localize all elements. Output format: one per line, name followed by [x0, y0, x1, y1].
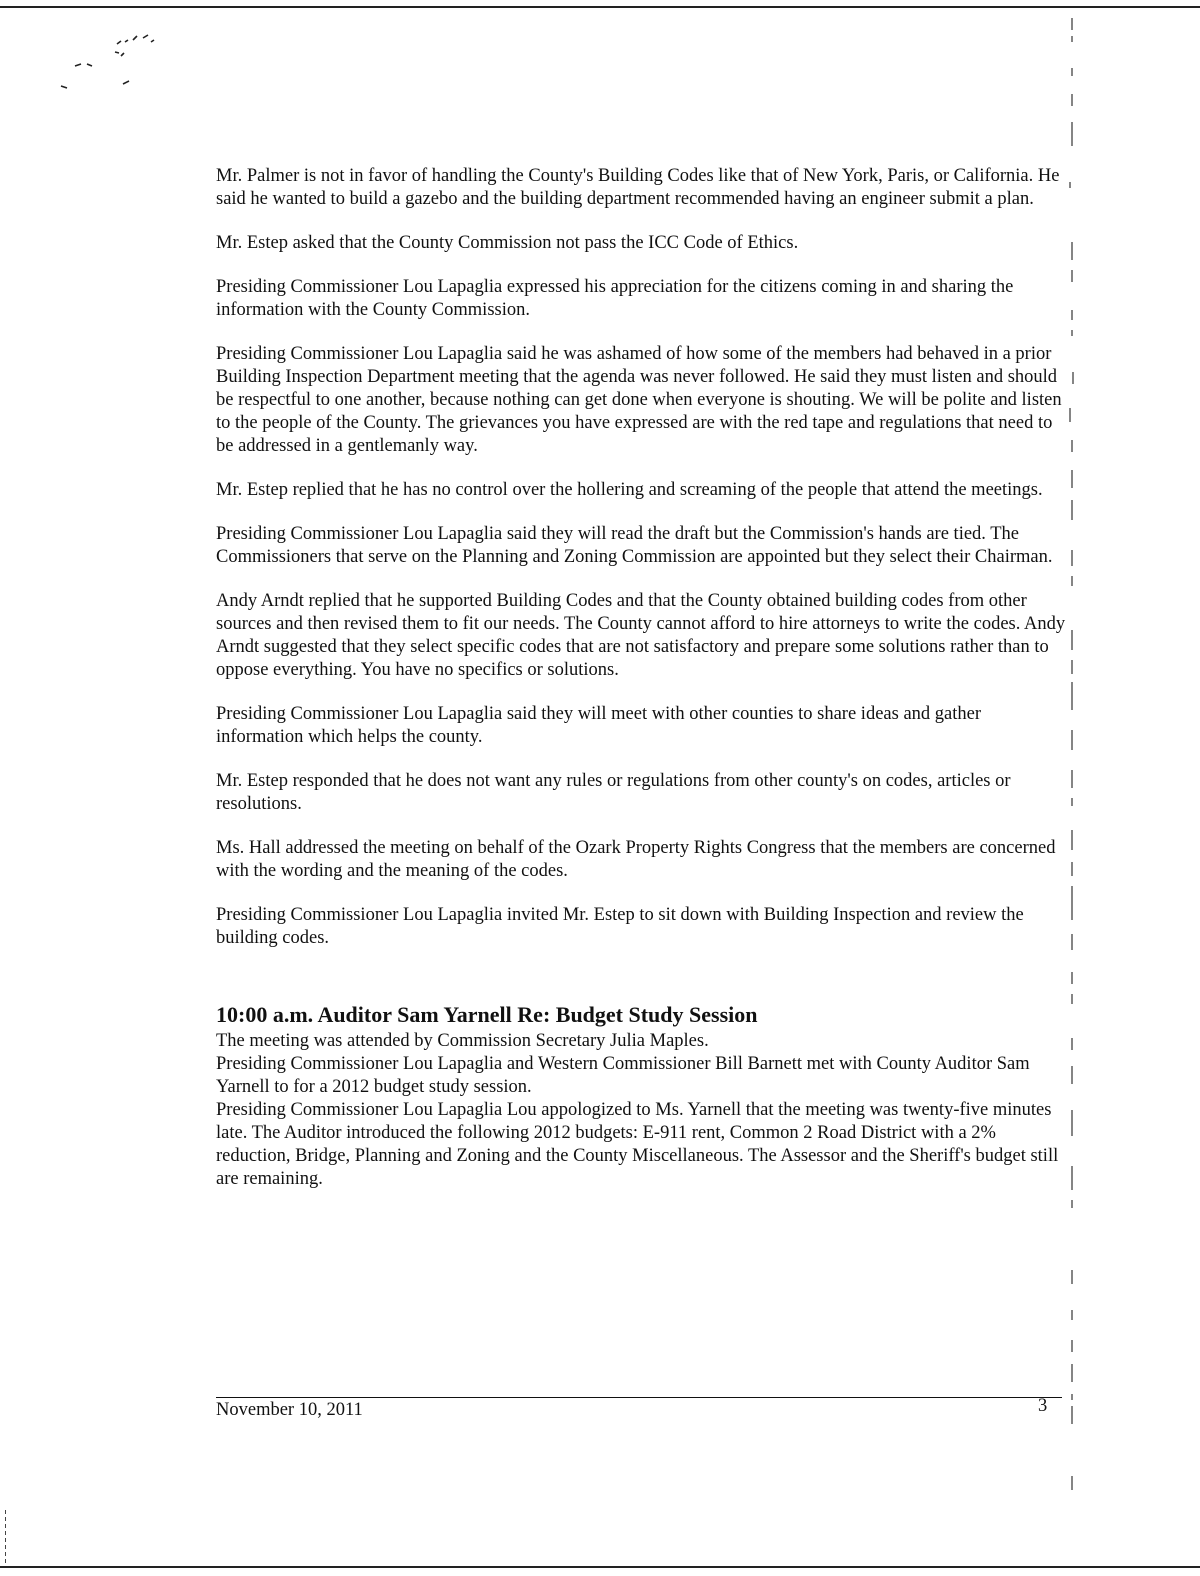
footer-date: November 10, 2011 — [216, 1400, 363, 1420]
scan-left-edge-marks — [4, 1510, 7, 1565]
paragraph-hall-ozark: Ms. Hall addressed the meeting on behalf of the Ozark Property Rights Congress that the members are concerned with the wording and the meaning of the codes. — [216, 838, 1056, 881]
section-line-attendance: The meeting was attended by Commission Secretary Julia Maples. — [216, 1031, 709, 1051]
paragraph-palmer-building-codes: Mr. Palmer is not in favor of handling the County's Building Codes like that of New York, Paris, or California. He said he wanted to build a gazebo and the building department recommended having an engineer submit a plan. — [216, 166, 1060, 209]
scan-edge-marks — [1064, 10, 1084, 1500]
paragraph-estep-no-control: Mr. Estep replied that he has no control over the hollering and screaming of the people that attend the meetings. — [216, 480, 1043, 500]
paragraph-lapaglia-other-counties: Presiding Commissioner Lou Lapaglia said they will meet with other counties to share ideas and gather information which helps the county. — [216, 704, 982, 747]
section-line-met-with-auditor: Presiding Commissioner Lou Lapaglia and Western Commissioner Bill Barnett met with County Auditor Sam Yarnell to for a 2012 budget study session. — [216, 1054, 1030, 1097]
footer-rule — [216, 1397, 1062, 1398]
section-line-budgets: Presiding Commissioner Lou Lapaglia Lou appologized to Ms. Yarnell that the meeting was twenty-five minutes late. The Auditor introduced the following 2012 budgets: E-911 rent, Common 2 Road District with a 2% reduction, Bridge, Planning and Zoning and the County Miscellaneous. The Assessor and the Sheriff's budget still are remaining. — [216, 1100, 1059, 1189]
paragraph-estep-no-rules: Mr. Estep responded that he does not want any rules or regulations from other county's on codes, articles or resolutions. — [216, 771, 1011, 814]
paragraph-lapaglia-draft: Presiding Commissioner Lou Lapaglia said they will read the draft but the Commission's hands are tied. The Commissioners that serve on the Planning and Zoning Commission are appointed but they select their Chairman. — [216, 524, 1053, 567]
paragraph-lapaglia-invite: Presiding Commissioner Lou Lapaglia invited Mr. Estep to sit down with Building Inspection and review the building codes. — [216, 905, 1024, 948]
scan-specks — [55, 30, 175, 100]
minutes-body — [216, 165, 1066, 1191]
paragraph-lapaglia-appreciation: Presiding Commissioner Lou Lapaglia expressed his appreciation for the citizens coming in and sharing the information with the County Commission. — [216, 277, 1014, 320]
page-number: 3 — [1038, 1396, 1048, 1416]
scan-border-bottom — [0, 1566, 1200, 1568]
section-heading-budget-session: 10:00 a.m. Auditor Sam Yarnell Re: Budget Study Session — [216, 1002, 758, 1027]
scan-border-top — [0, 6, 1200, 8]
paragraph-arndt-building-codes: Andy Arndt replied that he supported Building Codes and that the County obtained building codes from other sources and then revised them to fit our needs. The County cannot afford to hire attorneys to write the codes. Andy Arndt suggested that they select specific codes that are not satisfactory and prepare some solutions rather than to oppose everything. You have no specifics or solutions. — [216, 591, 1066, 680]
paragraph-lapaglia-ashamed: Presiding Commissioner Lou Lapaglia said he was ashamed of how some of the members had behaved in a prior Building Inspection Department meeting that the agenda was never followed. He said they must listen and should be respectful to one another, because nothing can get done when everyone is shouting. We will be polite and listen to the people of the County. The grievances you have expressed are with the red tape and regulations that need to be addressed in a gentlemanly way. — [216, 344, 1062, 456]
paragraph-estep-icc-ethics: Mr. Estep asked that the County Commission not pass the ICC Code of Ethics. — [216, 233, 799, 253]
